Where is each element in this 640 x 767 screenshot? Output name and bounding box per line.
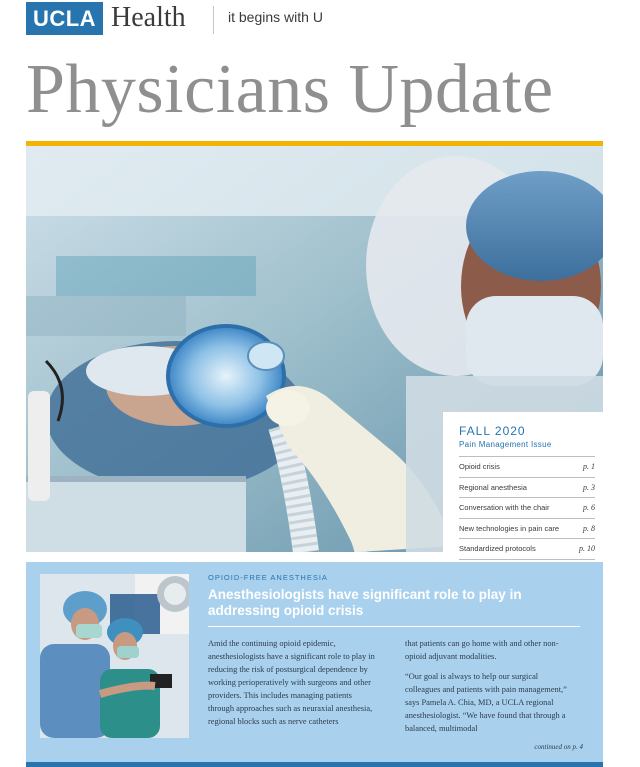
health-wordmark: Health xyxy=(111,2,186,33)
article-photo xyxy=(40,574,189,738)
article-kicker: OPIOID-FREE ANESTHESIA xyxy=(208,573,328,582)
tagline: it begins with U xyxy=(228,9,323,25)
article-paragraph: that patients can go home with and other non-opioid adjuvant modalities. xyxy=(405,639,559,661)
issue-season: FALL 2020 xyxy=(459,424,526,438)
article-paragraph: Amid the continuing opioid epidemic, anesthesiologists have a significant role to play in reducing the risk of postsurgical dependence by working perioperatively with surgeons and other providers. This includes managing patients through approaches such as neuraxial anesthesia, regional blocks such as nerve catheters xyxy=(208,639,375,726)
toc-item-page: p. 8 xyxy=(583,523,595,533)
continued-link[interactable]: continued on p. 4 xyxy=(534,743,583,751)
toc-item-label: New technologies in pain care xyxy=(459,523,560,533)
article-column-1 xyxy=(208,637,378,735)
feature-article xyxy=(26,562,603,762)
toc-list xyxy=(459,456,595,560)
article-paragraph: “Our goal is always to help our surgical colleagues and patients with pain management,” says Pamela A. Chia, MD, a UCLA regional anesthesiologist. “We have found that through a balanced, multimodal xyxy=(405,672,567,733)
surgeons-illustration xyxy=(40,574,189,738)
article-column-2 xyxy=(405,637,575,742)
toc-item[interactable] xyxy=(459,477,595,498)
toc-item-label: Standardized protocols xyxy=(459,544,536,554)
table-of-contents xyxy=(443,412,603,552)
toc-item-label: Regional anesthesia xyxy=(459,482,527,492)
toc-item[interactable] xyxy=(459,518,595,539)
toc-item-label: Opioid crisis xyxy=(459,462,500,471)
newsletter-title: Physicians Update xyxy=(26,51,554,128)
toc-item-page: p. 3 xyxy=(583,482,595,492)
toc-item[interactable] xyxy=(459,538,595,560)
toc-item[interactable] xyxy=(459,456,595,477)
bottom-accent-bar xyxy=(26,762,603,767)
toc-item-page: p. 10 xyxy=(579,544,595,554)
headline-rule xyxy=(208,626,580,627)
toc-item-page: p. 6 xyxy=(583,503,595,513)
header-divider xyxy=(213,6,214,34)
toc-item[interactable] xyxy=(459,497,595,518)
toc-item-page: p. 1 xyxy=(583,462,595,471)
ucla-logo[interactable]: UCLA xyxy=(26,2,103,35)
article-headline[interactable]: Anesthesiologists have significant role to play in addressing opioid crisis xyxy=(208,587,522,618)
toc-item-label: Conversation with the chair xyxy=(459,503,550,513)
issue-theme: Pain Management Issue xyxy=(459,440,552,449)
